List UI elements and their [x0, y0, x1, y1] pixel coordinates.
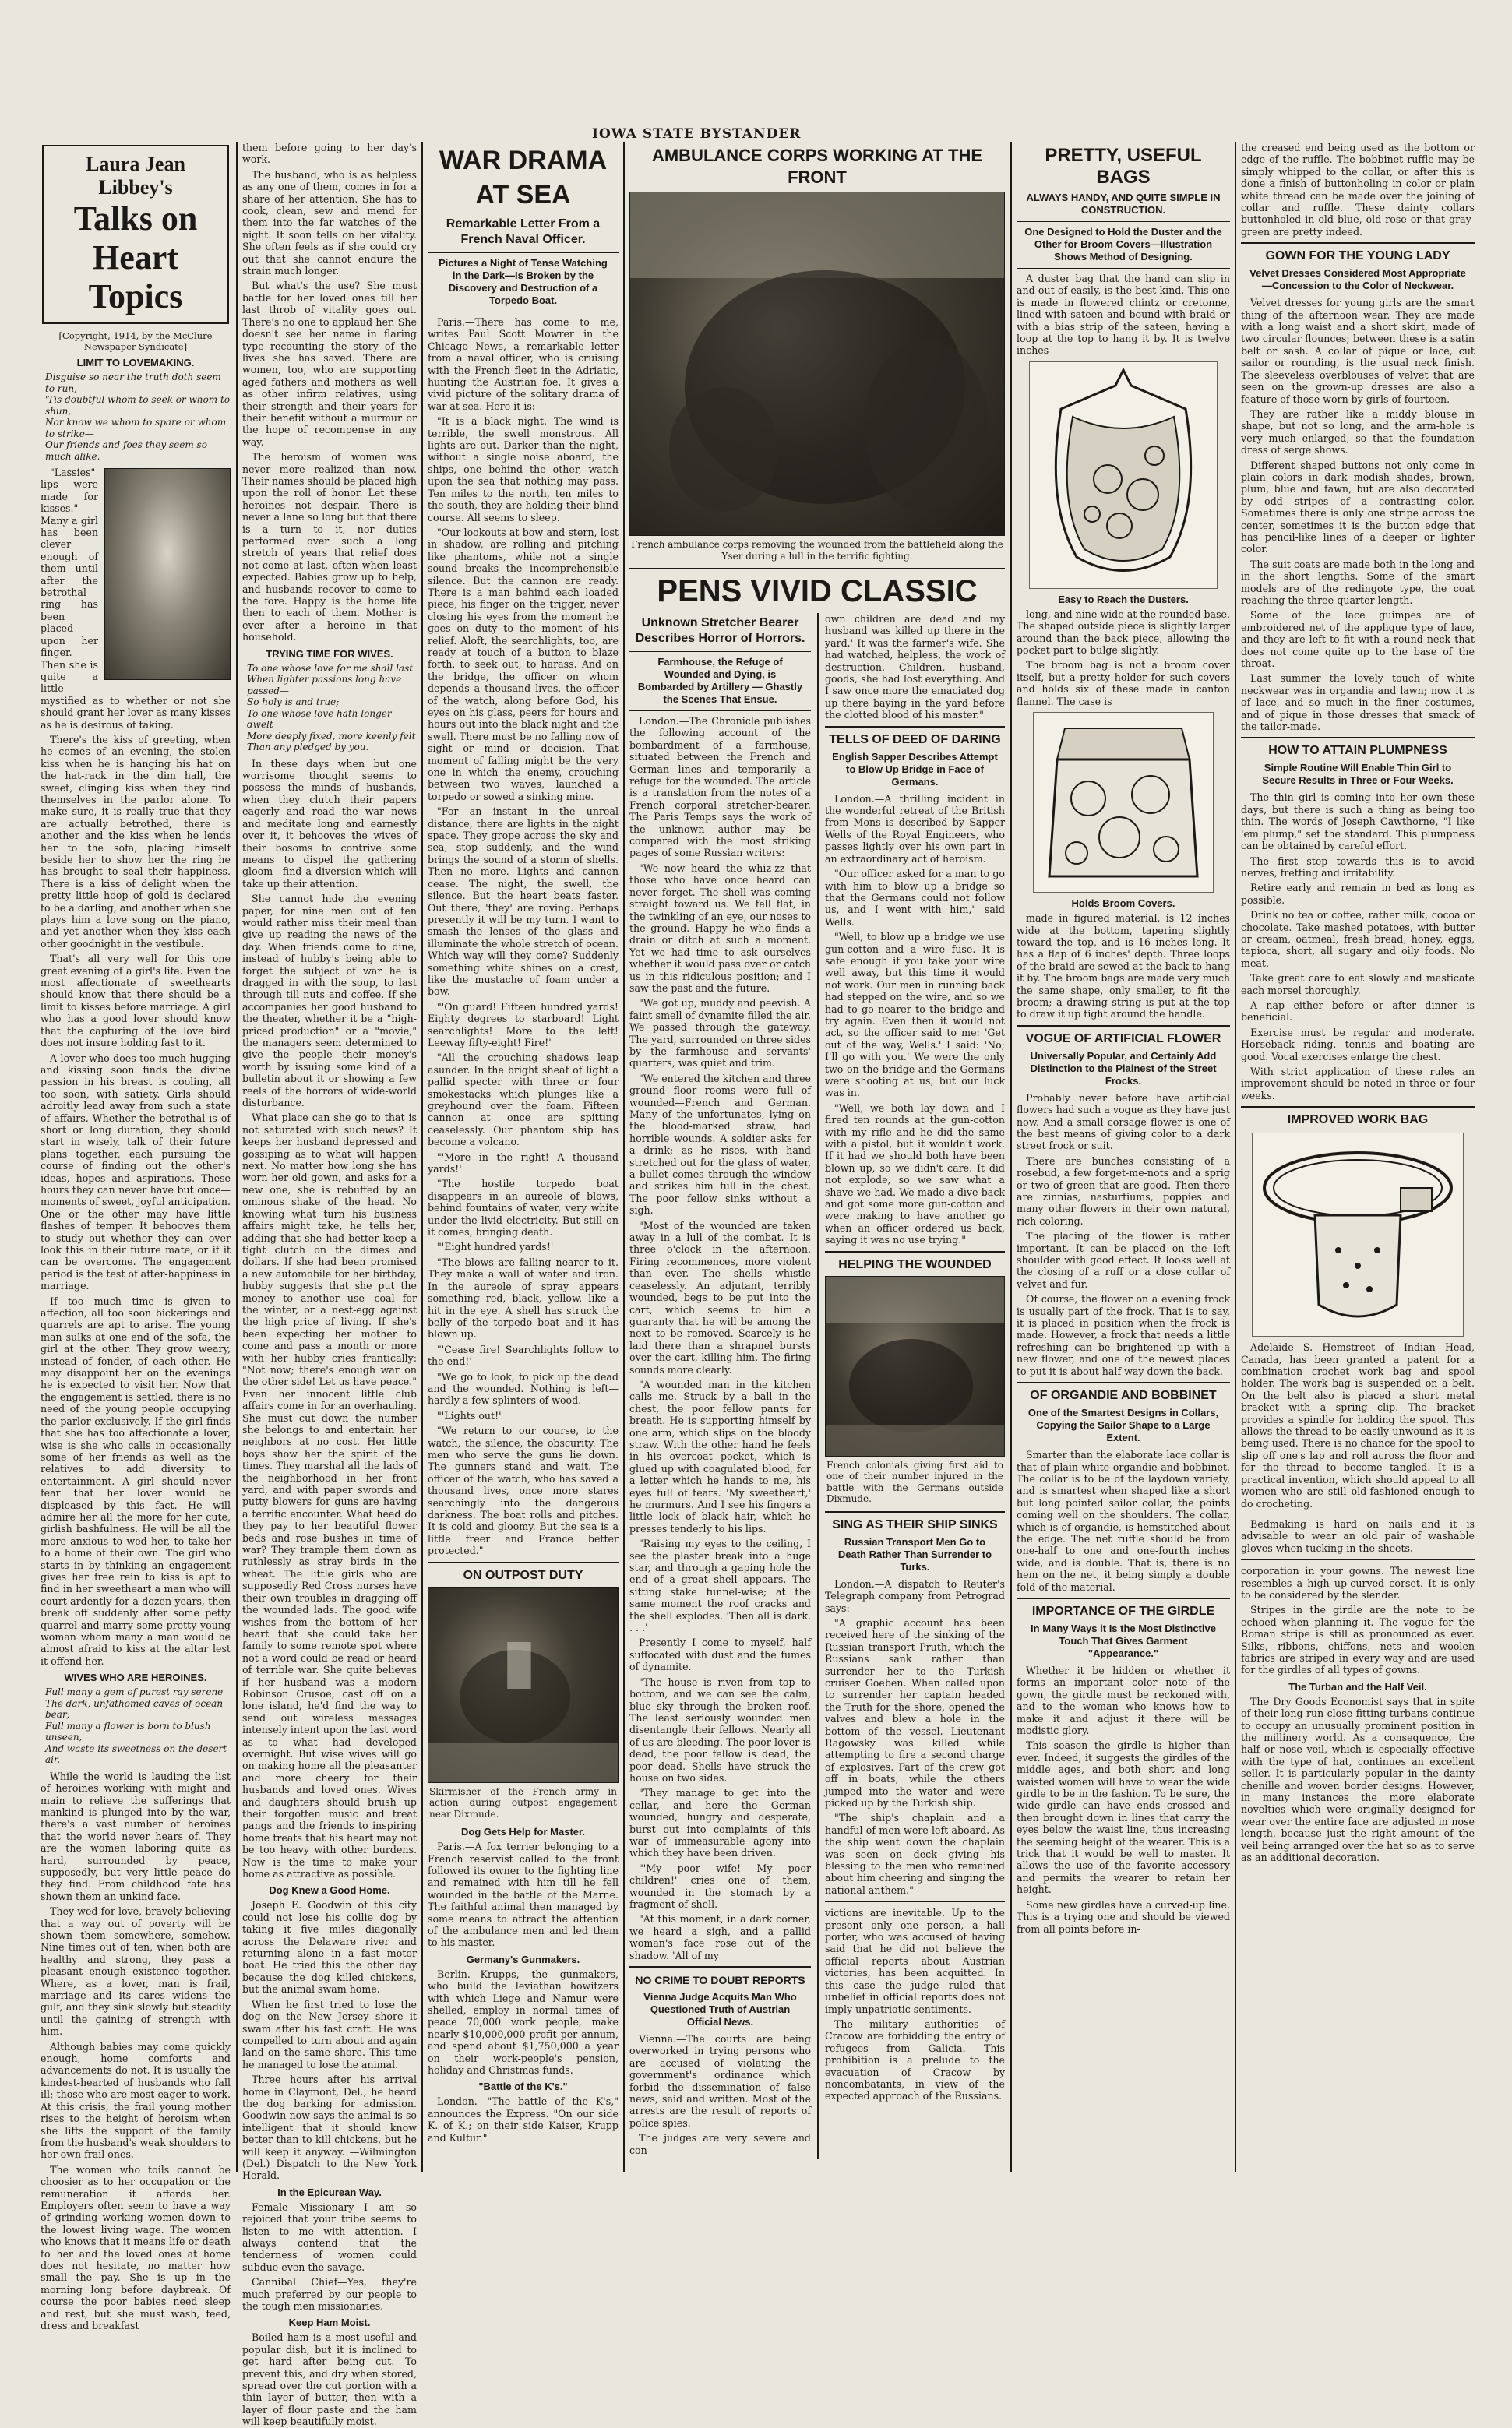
column-rule [421, 142, 423, 2172]
paragraph: With strict application of these rules an improvement should be noted in three or four weeks. [1241, 1066, 1475, 1101]
paragraph: Smarter than the elaborate lace collar is that of plain white organdie and bobbinet. The collar is to be of the laydown variety, and is smartest when shaped like a short but long pointed sailor collar, the points coming well on the shoulders. The collar, which is of organdie, is hemstitched about the edge. The net ruffle should be from one-half to one and one-fourth inches wide, and is double. That is, there is no hem on the net, it being simply a double fold of the material. [1017, 1449, 1230, 1593]
divider [825, 1901, 1005, 1902]
divider [1017, 1382, 1230, 1383]
divider [1241, 1559, 1475, 1560]
paragraph: "'Lights out!' [437, 1409, 502, 1422]
headline: PENS VIVID CLASSIC [657, 574, 978, 608]
paragraph: Berlin.—Krupps, the gunmakers, who build the leviathan howitzers with which Liege and Namur were shelled, employ in normal times of peace 70,000 work people, make nearly $10,000,000 profit per annum, and spend about $1,750,000 a year on their work-people's pension, holiday and Christmas funds. [428, 1968, 619, 2077]
paragraph: A duster bag that the hand can slip in and out of easily, is the best kind. This one is made in flowered chintz or cretonne, lined with sateen and bound with braid or with a bias strip of the sateen, having a loop at the top to hang it by. It is twelve inches [1017, 273, 1230, 357]
verse-line: Nor know we whom to spare or whom to strike— [45, 417, 227, 439]
divider [1017, 221, 1230, 222]
paragraph: If too much time is given to affection, all too soon bickerings and quarrels are apt to arise. The young man sulks at one end of the sofa, the girl at the other. They grow weary, instead of fonder, of each other. He may disappoint her on the evenings he is expected to visit her. Now that the engagement is settled, there is no need of the young people occupying the parlor exclusively. If the girl finds that she has too affectionate a lover, wise is she who calls in occasionally some of her friends as well as the relatives to add diversity to entertainment. A girl should never fear that her lover would be displeased by this fact. He will admire her all the more for her cute, girlish bashfulness. He will be all the more anxious to wed her, to take her to a home of their own. The girl who starts in by thinking an engagement gives her free rein to kiss is apt to find in her sweetheart a man who will court ardently for a dozen years, then break off suddenly after some petty quarrel and marry some pretty young woman whom many a man would be almost afraid to kiss at the altar lest it offend her. [41, 1295, 231, 1667]
headline: HELPING THE WOUNDED [838, 1257, 992, 1271]
deck: Velvet Dresses Considered Most Appropriate—Concession to the Color of Neckwear. [1249, 267, 1466, 292]
paragraph: Take great care to eat slowly and masticate each morsel thoroughly. [1241, 972, 1475, 996]
paragraph: While the world is lauding the list of heroines working with might and main to relieve the sufferings that mankind is plunged into by the war, there's a vast number of heroines that the world never hears of. They are the women laboring quite as hard, surrounded by peace, supposedly, but very little peace do they find. From childhood fate has shown them an unkind face. [41, 1770, 231, 1902]
paragraph: The heroism of women was never more realized than now. Their names should be placed high upon the roll of honor. Let these heroines not despair. There is never a lane so long but that there is a turn to it, nor duties performed over such a long stretch of years that relief does not come at last, often when least expected. Babies grow up to help, and husbands recover to come to the fore. Happy is the home life then to each of them. Mother is ever after a heroine in that household. [242, 451, 417, 643]
photo-caption: French colonials giving first aid to one of their number injured in the battle with the Germans outside Dixmude. [826, 1459, 1003, 1505]
column-4 [629, 142, 1005, 2173]
divider [1241, 1106, 1475, 1108]
paragraph: But what's the use? She must battle for her loved ones till her last throb of vitality goes out. There's no one to applaud her. She doesn't see her name in flaring type recounting the story of the lives she has saved. There are women, too, who are supporting aged fathers and mothers as well as other infirm relatives, using their strength and their years for their benefit without a murmur or the hope of recompense in any way. [242, 280, 417, 448]
divider [1017, 268, 1230, 269]
duster-bag-illustration [1029, 361, 1218, 589]
deck: Farmhouse, the Refuge of Wounded and Dying, is Bombarded by Artillery — Ghastly the Scenes That Ensue. [637, 656, 803, 705]
paragraph: What place can she go to that is not saturated with such news? It keeps her husband depressed and gossiping as to what will happen next. No matter how long she has worn her old gown, and asks for a new one, she is rebuffed by an ominous shake of the head. No knowing what turn his business affairs might take, he tells her, adding that she had better keep a tight clutch on the dimes and dollars. If she had been promised a new automobile for her birthday, hubby suggests that she put the money to another use—coal for the winter, or a nest-egg against the high price of living. If she's been expecting her mother to come and pass a month or more with her hubby cries frantically: "Not now; there's enough war on the other side! Let us have peace." Even her innocent little club affairs come in for an overhauling. She must cut down the number she belongs to and entertain her neighbors at no cost. Her little boys show her the spirit of the times. They marshal all the lads of the neighborhood in her front yard, and with paper swords and putty blowers for guns are having a terrific encounter. What heed do they pay to her beautiful flower beds and rose bushes in time of war? They trample them down as ruthlessly as stray birds in the wheat. The little girls who are supposedly Red Cross nurses have their own troubles in dragging off the wounded lads. The good wife wishes from the bottom of her heart that she could take her family to some remote spot where not a word could be read or heard of terrible war. She quite believes if her husband was a modern Robinson Crusoe, cast off on a lone island, he'd find the way to send out wireless messages intensely intent upon the last word as to what had developed overnight. But wise wives will go on making home all the pleasanter and more cheery for their husbands and loved ones. Wives and daughters should brush up their forgotten music and treat pangs and the friends to inspiring home treats that his heart may not be too heavy with other burdens. Now is the time to make your home as attractive as possible. [242, 1112, 417, 1880]
paragraph: There are bunches consisting of a rosebud, a few forget-me-nots and a sprig or two of green that are good. Then there are zinnias, nasturtiums, poppies and many other flowers in their own natural, rich coloring. [1017, 1154, 1230, 1227]
deck: One of the Smartest Designs in Collars, Copying the Sailor Shape to a Large Extent. [1027, 1407, 1219, 1444]
paragraph: The husband, who is as helpless as any one of them, comes in for a share of her attention. She has to cook, clean, sew and mend for them into the far watches of the night. It soon tells on her vitality. She often feels as if she could cry out that she cannot endure the strain much longer. [242, 168, 417, 277]
verse-line: And waste its sweetness on the desert air. [45, 1743, 227, 1766]
sub-column-right [825, 613, 1005, 2159]
paragraph: Probably never before have artificial flowers had such a vogue as they have just now. And a small corsage flower is one of the best means of giving color to a dark street frock or suit. [1017, 1091, 1230, 1152]
deck: Vienna Judge Acquits Man Who Questioned Truth of Austrian Official News. [643, 1991, 797, 2028]
paragraph: Last summer the lovely touch of white neckwear was in organdie and lawn; now it is of lace, and so much in the finer costumes, and of pique in those dresses that smack of the tailor-made. [1241, 672, 1475, 733]
paragraph: "It is a black night. The wind is terrible, the swell monstrous. All lights are out. Darker than the night, without a single noise aboard, the ships, one behind the other, watch upon the sea that nothing may pass. Ten miles to the north, ten miles to the south, they are holding their blind course. All seems to sleep. [428, 415, 619, 523]
headline: GOWN FOR THE YOUNG LADY [1265, 249, 1450, 263]
paragraph: "We now heard the whiz-zz that those who have once heard can never forget. The shell was coming straight toward us. We fell flat, in the twinkling of an eye, our noses to the ground. Happy he who finds a drain or ditch at such a moment. Yet we had time to ask ourselves whether it would pass over or catch us in this ridiculous position; and I saw the past and the future. [629, 862, 811, 994]
paragraph: "'More in the right! A thousand yards!' [428, 1151, 619, 1175]
ambulance-photo-art [630, 192, 1004, 535]
paragraph: Cannibal Chief—Yes, they're much preferred by our people to the tough men missionaries. [242, 2276, 417, 2313]
verse-line: Our friends and foes they seem so much alike. [45, 439, 207, 462]
paragraph: Paris.—A fox terrier belonging to a French reservist called to the front followed its owner to the fighting line and remained with him till he fell wounded in the battle of the Marne. The faithful animal then managed by some means to attract the attention of the ambulance men and led them to his master. [428, 1841, 619, 1949]
verse [45, 1686, 231, 1766]
paragraph: Female Missionary—I am so rejoiced that your tribe seems to listen to me with attention. I always contend that the tenderness of women could subdue even the savage. [242, 2201, 417, 2273]
paragraph: In these days when but one worrisome thought seems to possess the minds of husbands, when they clutch their papers eagerly and read the war news and meditate long and earnestly over it, it behooves the wives of their bosoms to contrive some means to dispel the gathering gloom—find a diversion which will take up their attention. [242, 757, 417, 890]
paragraph: That's all very well for this one great evening of a girl's life. Even the most affectionate of sweethearts should know that there should be a limit to kisses before marriage. A girl who has a good lover should know that the capturing of the love bird does not insure holding fast to it. [41, 953, 231, 1049]
deck: Universally Popular, and Certainly Add Distinction to the Plainest of the Street Frocks. [1030, 1049, 1217, 1087]
paragraph: London.—A dispatch to Reuter's Telegraph company from Petrograd says: [824, 1577, 1005, 1614]
ambulance-photo [629, 192, 1005, 536]
outpost-photo-art [428, 1588, 618, 1782]
paragraph: "Well, we both lay down and I fired ten rounds at the gun-cotton with my rifle and he did the same with a pistol, but it wouldn't work. If it had we should both have been blown up, so we didn't care. It did not explode, so we saw what a shave we had. We made a dive back and got some more gun-cotton and were making to have another go when an officer ordered us back, saying it was no use trying." [824, 1101, 1005, 1246]
column-3 [428, 142, 619, 2173]
deck: English Sapper Describes Attempt to Blow Up Bridge in Face of Germans. [832, 750, 998, 788]
paragraph: London.—A thrilling incident in the wonderful retreat of the British from Mons is described by Sapper Wells of the Royal Engineers, who passes lightly over his own part in an extraordinary act of heroism. [824, 792, 1005, 865]
section-heading: Dog Knew a Good Home. [269, 1884, 390, 1897]
column-rule [817, 613, 819, 2159]
column-5 [1017, 142, 1230, 2173]
paragraph: "The ship's chaplain and a handful of men were left aboard. As the ship went down the chaplain was seen on deck giving his blessing to the men who remained about him cheering and singing the national anthem." [824, 1812, 1005, 1896]
paragraph: "They manage to get into the cellar, and here the German wounded, hungry and desperate, burst out into complaints of this war of immeasurable agony into which they have been driven. [629, 1787, 811, 1859]
paragraph: corporation in your gowns. The newest line resembles a high up-curved corset. It is only to be considered by the slender. [1241, 1565, 1475, 1601]
deck: Remarkable Letter From a French Naval Officer. [446, 217, 601, 246]
divider [1241, 737, 1475, 738]
paragraph: London.—"The battle of the K's," announces the Express. "On our side K. of K.; on their side Kaiser, Krupp and Kultur." [428, 2095, 619, 2144]
divider [825, 726, 1005, 728]
paragraph: "The hostile torpedo boat disappears in an aureole of blows, behind fountains of water, very white under the livid electricity. But still on it comes, bringing death. [428, 1178, 619, 1239]
paragraph: Joseph E. Goodwin of this city could not lose his collie dog by taking it five miles diagonally across the Delaware river and returning alone in a fast motor boat. He tried this the other day because the dog killed chickens, but the animal swam home. [242, 1899, 417, 1996]
paragraph: The judges are very severe and con- [629, 2132, 811, 2156]
verse [45, 372, 231, 462]
paragraph: "Our lookouts at bow and stern, lost in shadow, are rolling and pitching like phantoms, while not a single sound breaks the incomprehensible silence. But the cannon are ready. There is a man behind each loaded piece, his finger on the trigger, never closing his eyes from the moment he goes on duty to the moment of his relief. Aloft, the searchlights, too, are ready at touch of a button to blaze forth, to seek out, to harass. And on the bridge, the officer on whom depends a thousand lives, the officer of the watch, along before God, his eyes on his glass, peers for hours and hours out into the black night and the swell. There must be no falling now of sight or mind or decision. That moment of falling might be the very one in which the enemy, crouching between two waves, launched a torpedo or sowed a sinking mine. [428, 526, 619, 802]
column-2 [242, 142, 417, 2428]
verse-line: Disguise so near the truth doth seem to run, [45, 372, 221, 394]
paragraph: Some of the lace guimpes are of embroidered net of the applique type of lace, and they are left to fit with a round neck that does not come quite up to the base of the throat. [1241, 609, 1475, 670]
paragraph: The women who toils cannot be choosier as to her occupation or the remuneration it affords her. Employers often seem to have a way of grinding working women down to the lowest living wage. The women who knows that it means life or death to her and the loved ones at home does not hesitate, no matter how small the pay. She is up in the morning long before daybreak. Of course the poor babies need sleep and rest, but she must wash, feed, dress and breakfast [41, 2163, 231, 2331]
work-bag-illustration [1252, 1133, 1464, 1337]
paragraph: Paris.—There has come to me, writes Paul Scott Mowrer in the Chicago News, a remarkable letter from a naval officer, who is cruising with the French fleet in the Adriatic, hunting the Austrian foe. It gives a vivid picture of the solitary drama of war at sea. Here it is: [428, 316, 619, 412]
paragraph: the creased end being used as the bottom or edge of the ruffle. The bobbinet ruffle may be simply whipped to the collar, or after this is done a finish of buttonholing in color or plain white thread can be made over the joining of collar and ruffle. These dainty collars buttonholed in old blue, old rose or that gray-green are pretty indeed. [1241, 142, 1475, 238]
verse-line: To one whose love hath longer dwelt [247, 707, 392, 731]
headline: VOGUE OF ARTIFICIAL FLOWER [1025, 1031, 1221, 1045]
headline: IMPORTANCE OF THE GIRDLE [1031, 1604, 1215, 1618]
section-heading: "Battle of the K's." [478, 2081, 568, 2093]
verse-line: Full many a flower is born to blush unseen, [45, 1720, 211, 1743]
paragraph: The placing of the flower is rather important. It can be placed on the left shoulder with good effect. It looks well at the closing of a ruff or a close collar of velvet and fur. [1017, 1230, 1230, 1290]
photo-caption: Skirmisher of the French army in action during outpost engagement near Dixmude. [429, 1785, 617, 1820]
paragraph: She cannot hide the evening paper, for nine men out of ten would rather miss their meal than give up reading the news of the day. When friends come to dine, instead of hubby's being able to forget the subject of war he is dragged in with the soup, to last through till nuts and coffee. If she accompanies her good husband to the theater, whether it be a "high-priced production" or a "movie," the managers seem determined to give the people their money's worth by issuing some kind of a bulletin about it or showing a few reels of the horrors of wide-world disturbance. [242, 893, 417, 1109]
headline: AMBULANCE CORPS WORKING AT THE FRONT [651, 146, 983, 187]
headline: ON OUTPOST DUTY [463, 1568, 583, 1582]
broom-bag-illustration [1033, 712, 1214, 893]
section-heading: In the Epicurean Way. [277, 2186, 382, 2198]
figure-caption: Holds Broom Covers. [1071, 897, 1175, 910]
paragraph: "'On guard! Fifteen hundred yards! Eighty degrees to starboard! Light searchlights! More to the left! Leeway fifty-eight! Fire!' [428, 1000, 619, 1048]
paragraph: own children are dead and my husband was killed up there in the yard.' It was the farmer's wife. She had watched, helpless, the work of destruction. Children, husband, goods, she had lost everything. And I saw once more the emaciated dog up there baying in the yard before the clotted blood of his master." [824, 613, 1005, 721]
helping-photo [825, 1276, 1005, 1457]
paragraph: "All the crouching shadows leap asunder. In the bright sheaf of light a pallid specter with three or four smokestacks which plunges like a greyhound over the foam. Fifteen cannon at once are spitting ceaselessly. Our phantom ship has become a volcano. [428, 1052, 619, 1148]
paragraph: "Most of the wounded are taken away in a lull of the combat. It is three o'clock in the afternoon. Firing recommences, more violent than ever. The shells whistle ceaselessly. An adjutant, terribly wounded, begs to be put into the cart, which seems to him a guaranty that he will be among the next to be removed. Scarcely is he laid there than a shrapnel bursts over the cart, killing him. The firing sounds more clearly. [629, 1219, 811, 1376]
paragraph: Of course, the flower on a evening frock is usually part of the frock. That is to say, it is placed in position when the frock is made. However, a frock that needs a little refreshing can be brightened up with a new flower, and one of the newest places to put it is about half way down the back. [1017, 1293, 1230, 1377]
headline: HOW TO ATTAIN PLUMPNESS [1268, 744, 1447, 758]
feature-title-line1: Laura Jean Libbey's [86, 153, 185, 199]
divider [825, 1511, 1005, 1513]
headline: IMPROVED WORK BAG [1287, 1113, 1429, 1127]
paragraph: Whether it be hidden or whether it forms an important color note of the gown, the girdle must be reckoned with, and to the woman who knows how to make it and adjust it there will be modistic glory. [1017, 1664, 1230, 1736]
divider [825, 1251, 1005, 1253]
paragraph: "Well, to blow up a bridge we use gun-cotton and a wire fuse. It is safe enough if you take your wire well away, but this time it would not work. Our men in running back had stepped on the wire, and so we had to go nearer to the bridge and try again. Even then it would not act, so the officer said to me: 'Get out of the way, Wells.' I said: 'No; I'll go with you.' We were the only two on the bridge and the Germans were shooting at us, but our luck was in. [824, 931, 1005, 1099]
feature-title-line2: Talks on [73, 199, 198, 238]
paragraph: The thin girl is coming into her own these days, but there is such a thing as being too thin. The words of Joseph Cawthorne, "I like 'em plump," set the standard. This plumpness can be obtained by careful effort. [1241, 791, 1475, 852]
divider [629, 710, 811, 711]
deck: In Many Ways it Is the Most Distinctive Touch That Gives Garment "Appearance." [1031, 1622, 1216, 1659]
masthead: IOWA STATE BYSTANDER [592, 126, 802, 142]
paragraph: "Raising my eyes to the ceiling, I see the plaster break into a huge star, and through a gaping hole the end of a great shell appears. The sitting stake funnel-wise; at the same moment the roof cracks and the shell explodes. 'Then all is dark. . . .' [629, 1538, 811, 1634]
paragraph: "The house is riven from top to bottom, and we can see the calm, blue sky through the broken roof. The least seriously wounded men disentangle their fellows. Nearly all of us are bleeding. The poor lover is dead, the poor fellow is dead, the poor dead. Shells have struck the house on two sides. [629, 1676, 811, 1784]
section-heading: TRYING TIME FOR WIVES. [266, 647, 393, 660]
paragraph: The first step towards this is to avoid nerves, fretting and irritability. [1241, 855, 1475, 879]
paragraph: Some new girdles have a curved-up line. This is a trying one and should be viewed from all points before in- [1017, 1898, 1230, 1935]
verse-line: Full many a gem of purest ray serene [45, 1686, 224, 1698]
paragraph: The broom bag is not a broom cover itself, but a pretty holder for such covers and holds six of these made in canton flannel. The case is [1017, 659, 1230, 707]
verse-line: To one whose love for me shall last [247, 662, 414, 674]
paragraph: "Our officer asked for a man to go with him to blow up a bridge so that the Germans could not follow us, and I went with him," said Wells. [824, 868, 1005, 928]
verse-line: 'Tis doubtful whom to seek or whom to shun, [45, 394, 231, 417]
feature-title-box [42, 145, 229, 324]
paragraph: "We entered the kitchen and three ground floor rooms were full of wounded—French and German. Many of the unfortunates, lying on the blood-marked straw, had horrible wounds. A soldier asks for a drink; as he rises, with hand stretched out for the glass of water, a bullet comes through the window and strikes him full in the chest. The poor fellow sinks without a sigh. [629, 1072, 811, 1217]
two-column-body [629, 613, 1005, 2159]
column-rule [1010, 142, 1012, 2172]
paragraph: When he first tried to lose the dog on the New Jersey shore it swam after his fast craft. He was compelled to turn about and again land on the same shore. This time he managed to lose the animal. [242, 1998, 417, 2070]
column-1 [41, 142, 231, 2331]
helping-photo-art [826, 1277, 1004, 1456]
headline: WAR DRAMA AT SEA [439, 146, 608, 210]
paragraph: "'Eight hundred yards!' [437, 1241, 554, 1253]
divider [629, 1966, 811, 1968]
verse-line: More deeply fixed, more keenly felt [247, 730, 416, 742]
paragraph: Presently I come to myself, half suffocated with dust and the fumes of dynamite. [629, 1637, 811, 1673]
paragraph: them before going to her day's work. [242, 142, 417, 166]
deck: Unknown Stretcher Bearer Describes Horror of Horrors. [635, 616, 805, 645]
paragraph: made in figured material, is 12 inches wide at the bottom, tapering slightly toward the top, and is 16 inches long. It has a flap of 6 inches' depth. Three loops of the braid are sewed at the back to hang it by. The broom bags are made very much the same shape, only smaller, to fit the broom; a drawing string is put at the top to draw it up tight around the handle. [1017, 912, 1230, 1020]
section-heading: The Turban and the Half Veil. [1288, 1680, 1427, 1693]
paragraph: "The blows are falling nearer to it. They make a wall of water and iron. In the aureole of spray appears something red, black, yellow, like a hit in the eye. A shell has struck the belly of the torpedo boat and it has blown up. [428, 1256, 619, 1341]
headline: PRETTY, USEFUL BAGS [1045, 145, 1202, 188]
paragraph: They are rather like a middy blouse in shape, but not so long, and the arm-hole is very much enlarged, so that the foundation dress of serge shows. [1241, 407, 1475, 456]
divider [1017, 1025, 1230, 1027]
paragraph: "We go to look, to pick up the dead and the wounded. Nothing is left—hardly a few splinters of wood. [428, 1370, 619, 1407]
verse-line: When lighter passions long have passed— [247, 674, 402, 696]
paragraph: Although babies may come quickly enough, home comforts and advancements do not. It is usually the kindest-hearted of husbands who fall ill; those who are most eager to work. At this crisis, the frail young mother rises to the height of heroism when she lifts the support of the family from the husband's weak shoulders to her own frail ones. [41, 2040, 231, 2161]
divider [629, 568, 1005, 569]
paragraph: long, and nine wide at the rounded base. The shaped outside piece is slightly larger around than the back piece, allowing the pocket part to bulge slightly. [1017, 608, 1230, 657]
paragraph: Vienna.—The courts are being overworked in trying persons who are accused of violating the government's ordinance which forbid the dissemination of false news, said and written. Most of the arrests are the result of reports of police spies. [629, 2033, 811, 2129]
paragraph: "We got up, muddy and peevish. A faint smell of dynamite filled the air. We passed through the gateway. The yard, surrounded on three sides by the farmhouse and servants' quarters, was quiet and trim. [629, 997, 811, 1070]
divider [1241, 242, 1475, 244]
paragraph: There's the kiss of greeting, when he comes of an evening, the stolen kiss when he is hanging his hat on the hat-rack in the dim hall, the sweet, clinging kiss when they find themselves in the parlor alone. To make sure, it is really true that they are actually betrothed, there is another and the kiss when he lends her to the sofa, placing himself beside her to show her the ring he has brought to seal their happiness. There is a kiss of delight when the pretty little hoop of gold is declared to be a darling, and another when she plays him a love song on the piano, and yet another when they kiss each other goodnight in the vestibule. [41, 733, 231, 950]
section-heading: Keep Ham Moist. [288, 2317, 371, 2329]
paragraph: victions are inevitable. Up to the present only one person, a hall porter, who was accused of having said that he did not believe the official reports about Austrian victories, has been acquitted. In this case the judge ruled that unbelief in official reports does not imply unpatriotic sentiments. [824, 1907, 1005, 2015]
outpost-photo [428, 1587, 619, 1783]
figure-caption: Easy to Reach the Dusters. [1058, 593, 1189, 605]
deck: Russian Transport Men Go to Death Rather Than Surrender to Turks. [837, 1535, 992, 1573]
divider [428, 252, 619, 253]
section-heading: LIMIT TO LOVEMAKING. [76, 357, 195, 368]
paragraph: "'Cease fire! Searchlights follow to the end!' [428, 1343, 619, 1368]
headline: OF ORGANDIE AND BOBBINET [1030, 1389, 1217, 1403]
paragraph: Drink no tea or coffee, rather milk, cocoa or chocolate. Take mashed potatoes, with butter or cream, oatmeal, fresh bread, honey, eggs, tapioca, short, all sugary and oily foods. No meat. [1241, 909, 1475, 969]
headline: NO CRIME TO DOUBT REPORTS [635, 1974, 805, 1987]
column-6 [1241, 142, 1475, 2173]
paragraph: "A graphic account has been received here of the sinking of the Russian transport Pruth, which the Russians sank rather than surrender her to the Turkish cruiser Goeben. When called upon to surrender her captain headed the Truth for the shore, opened the valves and blew a hole in the bottom of the vessel. Lieutenant Ragowsky was killed while attempting to fire a second charge of explosives. Part of the crew got off in boats, while the others jumped into the water and were picked up by the Turkish ship. [824, 1616, 1005, 1809]
column-rule [623, 142, 625, 2172]
sub-column-left [629, 613, 811, 2159]
paragraph: A nap either before or after dinner is beneficial. [1241, 999, 1475, 1024]
deck: Simple Routine Will Enable Thin Girl to Secure Results in Three or Four Weeks. [1262, 762, 1454, 787]
verse-line: So holy is and true; [247, 696, 340, 708]
paragraph: Adelaide S. Hemstreet of Indian Head, Canada, has been granted a patent for a combination crochet work bag and spool holder. The work bag is suspended on a belt. On the belt also is placed a short metal bracket with a spring clip. The bracket provides a spindle for holding the spool. This allows the thread to be easily unwound as it is being used. There is no chance for the spool to slip off one's lap and roll across the floor and for the thread to become tangled. It is a practical invention, which should appeal to all women who are still old-fashioned enough to do crocheting. [1241, 1341, 1475, 1510]
headline: TELLS OF DEED OF DARING [829, 732, 1001, 746]
portrait-photo [104, 468, 231, 680]
paragraph: They wed for love, bravely believing that a way out of poverty will be shown them somewhere, somehow. Nine times out of ten, when both are healthy and strong, they pass a pleasant enough existence together. Where, as a lover, man is frail, marriage and its cares widens the gulf, and they sink slowly but steadily until the gaining of strength with him. [41, 1905, 231, 2038]
paragraph: "For an instant in the unreal distance, there are lights in the night space. They grope across the sky and sea, stop suddenly, and the wind brings the sound of a storm of shells. Then no more. Lights and cannon cease. The night, the swell, the silence. But the heart beats faster. Out there, 'they' are roving. Perhaps presently it will be my turn. I want to smash the lenses of the glass and illuminate the whole stretch of ocean. Which way will they come? Suddenly something white shines on a crest, like the mustache of foam under a bow. [428, 805, 619, 998]
divider [629, 651, 811, 652]
paragraph: "We return to our course, to the watch, the silence, the obscurity. The men who serve the guns lie down. The gunners stand and wait. The officer of the watch, who has saved a thousand lives, once more stares searchingly into the dangerous darkness. The boat rolls and pitches. It is cold and gloomy. But the sea is a little freer and France better protected." [428, 1425, 619, 1557]
verse [247, 663, 417, 753]
feature-title-line3: Heart Topics [88, 238, 183, 315]
verse-line: Than any pledged by you. [247, 742, 369, 753]
column-rule [236, 142, 238, 2172]
deck: Pictures a Night of Tense Watching in the Dark—Is Broken by the Discovery and Destruction of a Torpedo Boat. [439, 257, 608, 306]
paragraph: Boiled ham is a most useful and popular dish, but it is inclined to get hard after being cut. To prevent this, and dry when stored, spread over the cut portion with a thin layer of butter, then with a layer of flour paste and the ham will keep beautifully moist. [242, 2331, 417, 2428]
paragraph: Three hours after his arrival home in Claymont, Del., he heard the dog barking for admission. Goodwin now says the animal is so intelligent that it should know better than to kill chickens, but he will keep it anyway. —Wilmington (Del.) Dispatch to the New York Herald. [242, 2074, 417, 2182]
paragraph: Different shaped buttons not only come in plain colors in dark modish shades, brown, plum, blue and fawn, but are also decorated by odd stripes of a contrasting color. Sometimes there is only one stripe across the center, sometimes it is the button edge that has pencil-like lines of a deeper or lighter color. [1241, 459, 1475, 555]
paragraph: "At this moment, in a dark corner, we heard a sigh, and a pallid woman's face rose out of the shadow. 'All of my [629, 1913, 811, 1961]
paragraph: Exercise must be regular and moderate. Horseback riding, tennis and boating are good. Vocal exercises enlarge the chest. [1241, 1026, 1475, 1062]
paragraph: The Dry Goods Economist says that in spite of their long run close fitting turbans continue to occupy an unusually prominent position in the millinery world. As a consequence, the half or nose veil, which is especially effective with the type of hat, continues an excellent seller. It is particularly popular in the dainty chenille and woven border designs. However, in many instances the more elaborate novelties which were originally designed for wear over the entire face are adjusted in nose length, because just the right amount of the veil being arranged over the hat so as to serve as an additional decoration. [1241, 1695, 1475, 1864]
paragraph: Velvet dresses for young girls are the smart thing of the afternoon wear. They are made with a long waist and a short skirt, made of two circular flounces; between these is a satin belt or sash. A collar of pique or lace, cut sailor or rounding, is the usual neck finish. The sleeveless overblouses of velvet that are seen on the grown-up dresses are also a feature of those worn by girls of fourteen. [1241, 297, 1475, 405]
paragraph: "A wounded man in the kitchen calls me. Struck by a ball in the chest, the poor fellow pants for breath. He is supporting himself by one arm, which slips on the bloody straw. With the other hand he feels in his overcoat pocket, which is glued up with coagulated blood, for a letter which he hands to me, his eyes full of tears. 'My sweetheart,' he murmurs. And I see his fingers a little lock of black hair, which he presses tenderly to his lips. [629, 1378, 811, 1535]
deck: ALWAYS HANDY, AND QUITE SIMPLE IN CONSTRUCTION. [1026, 192, 1221, 216]
paragraph: The military authorities of Cracow are forbidding the entry of refugees from Galicia. This prohibition is a prelude to the evacuation of Cracow by noncombatants, in view of the expected approach of the Russians. [824, 2017, 1005, 2102]
paragraph: Stripes in the girdle are the note to be echoed when planning it. The vogue for the Roman stripe is still as pronounced as ever. Silks, ribbons, chiffons, nets and woolen fabrics are striped in every way and are used for the girdles of all types of gowns. [1241, 1604, 1475, 1676]
section-heading: Germany's Gunmakers. [466, 1953, 580, 1965]
paragraph: "'My poor wife! My poor children!' cries one of them, wounded in the stomach by a fragment of shell. [629, 1862, 811, 1910]
paragraph: Bedmaking is hard on nails and it is advisable to wear an old pair of washable gloves when tucking in the sheets. [1241, 1517, 1475, 1554]
headline: SING AS THEIR SHIP SINKS [832, 1517, 998, 1531]
divider [1017, 1598, 1230, 1599]
photo-caption: French ambulance corps removing the wounded from the battlefield along the Yser during a lull in the terrific fighting. [631, 539, 1003, 562]
copyright-line: [Copyright, 1914, by the McClure Newspaper Syndicate] [58, 330, 213, 352]
paragraph: Retire early and remain in bed as long as possible. [1241, 882, 1475, 906]
column-rule [1235, 142, 1236, 2172]
deck: One Designed to Hold the Duster and the Other for Broom Covers—Illustration Shows Method of Designing. [1024, 226, 1222, 263]
paragraph: "Lassies" lips were made for kisses." Many a girl has been clever enough of them until after the betrothal ring has been placed upon her finger. Then she is quite a little mystified as to whether or not she should grant her lover as many kisses as he is desirous of taking. [41, 467, 231, 731]
verse-line: The dark, unfathomed caves of ocean bear; [45, 1697, 224, 1721]
paragraph: The suit coats are made both in the long and in the short lengths. Some of the smart models are of the redingote type, the coat reaching the three-quarter length. [1241, 558, 1475, 606]
divider [428, 1562, 619, 1563]
paragraph: This season the girdle is higher than ever. Indeed, it suggests the girdles of the middle ages, and both short and long waisted women will have to wear the wide girdle to be in the fashion. To be sure, the wide girdle can have ends crossed and then brought down in lines that carry the eyes below the waist line, thus increasing the seeming height of the wearer. This is a trick that it would be well to master. It allows the use of the favorite accessory and permits the wearer to retain her height. [1017, 1739, 1230, 1896]
section-heading: Dog Gets Help for Master. [461, 1826, 585, 1838]
section-heading: WIVES WHO ARE HEROINES. [64, 1672, 207, 1684]
paragraph: London.—The Chronicle publishes the following account of the bombardment of a farmhouse, situated between the French and German lines and temporarily a refuge for the wounded. The article is a translation from the notes of a French corporal stretcher-bearer. The Paris Temps says the work of the unknown author may be compared with the most striking pages of some Russian writers: [629, 715, 811, 859]
paragraph: A lover who does too much hugging and kissing soon finds the divine passion in his breast is cooling, all too soon, with satiety. Girls should adroitly lead away from such a state of affairs. Whether the betrothal is of short or long duration, they should start in wisely, talk of their future plans together, each pursuing the course of finding out the other's ideas, hopes and aspirations. These hours they can never have but once—moments of sweet, joyful anticipation. One or the other may have little flashes of temper. It behooves them to study out whether they can over look this in their future mate, or if it can be overcome. The engagement period is the test of after-happiness in marriage. [41, 1052, 231, 1292]
